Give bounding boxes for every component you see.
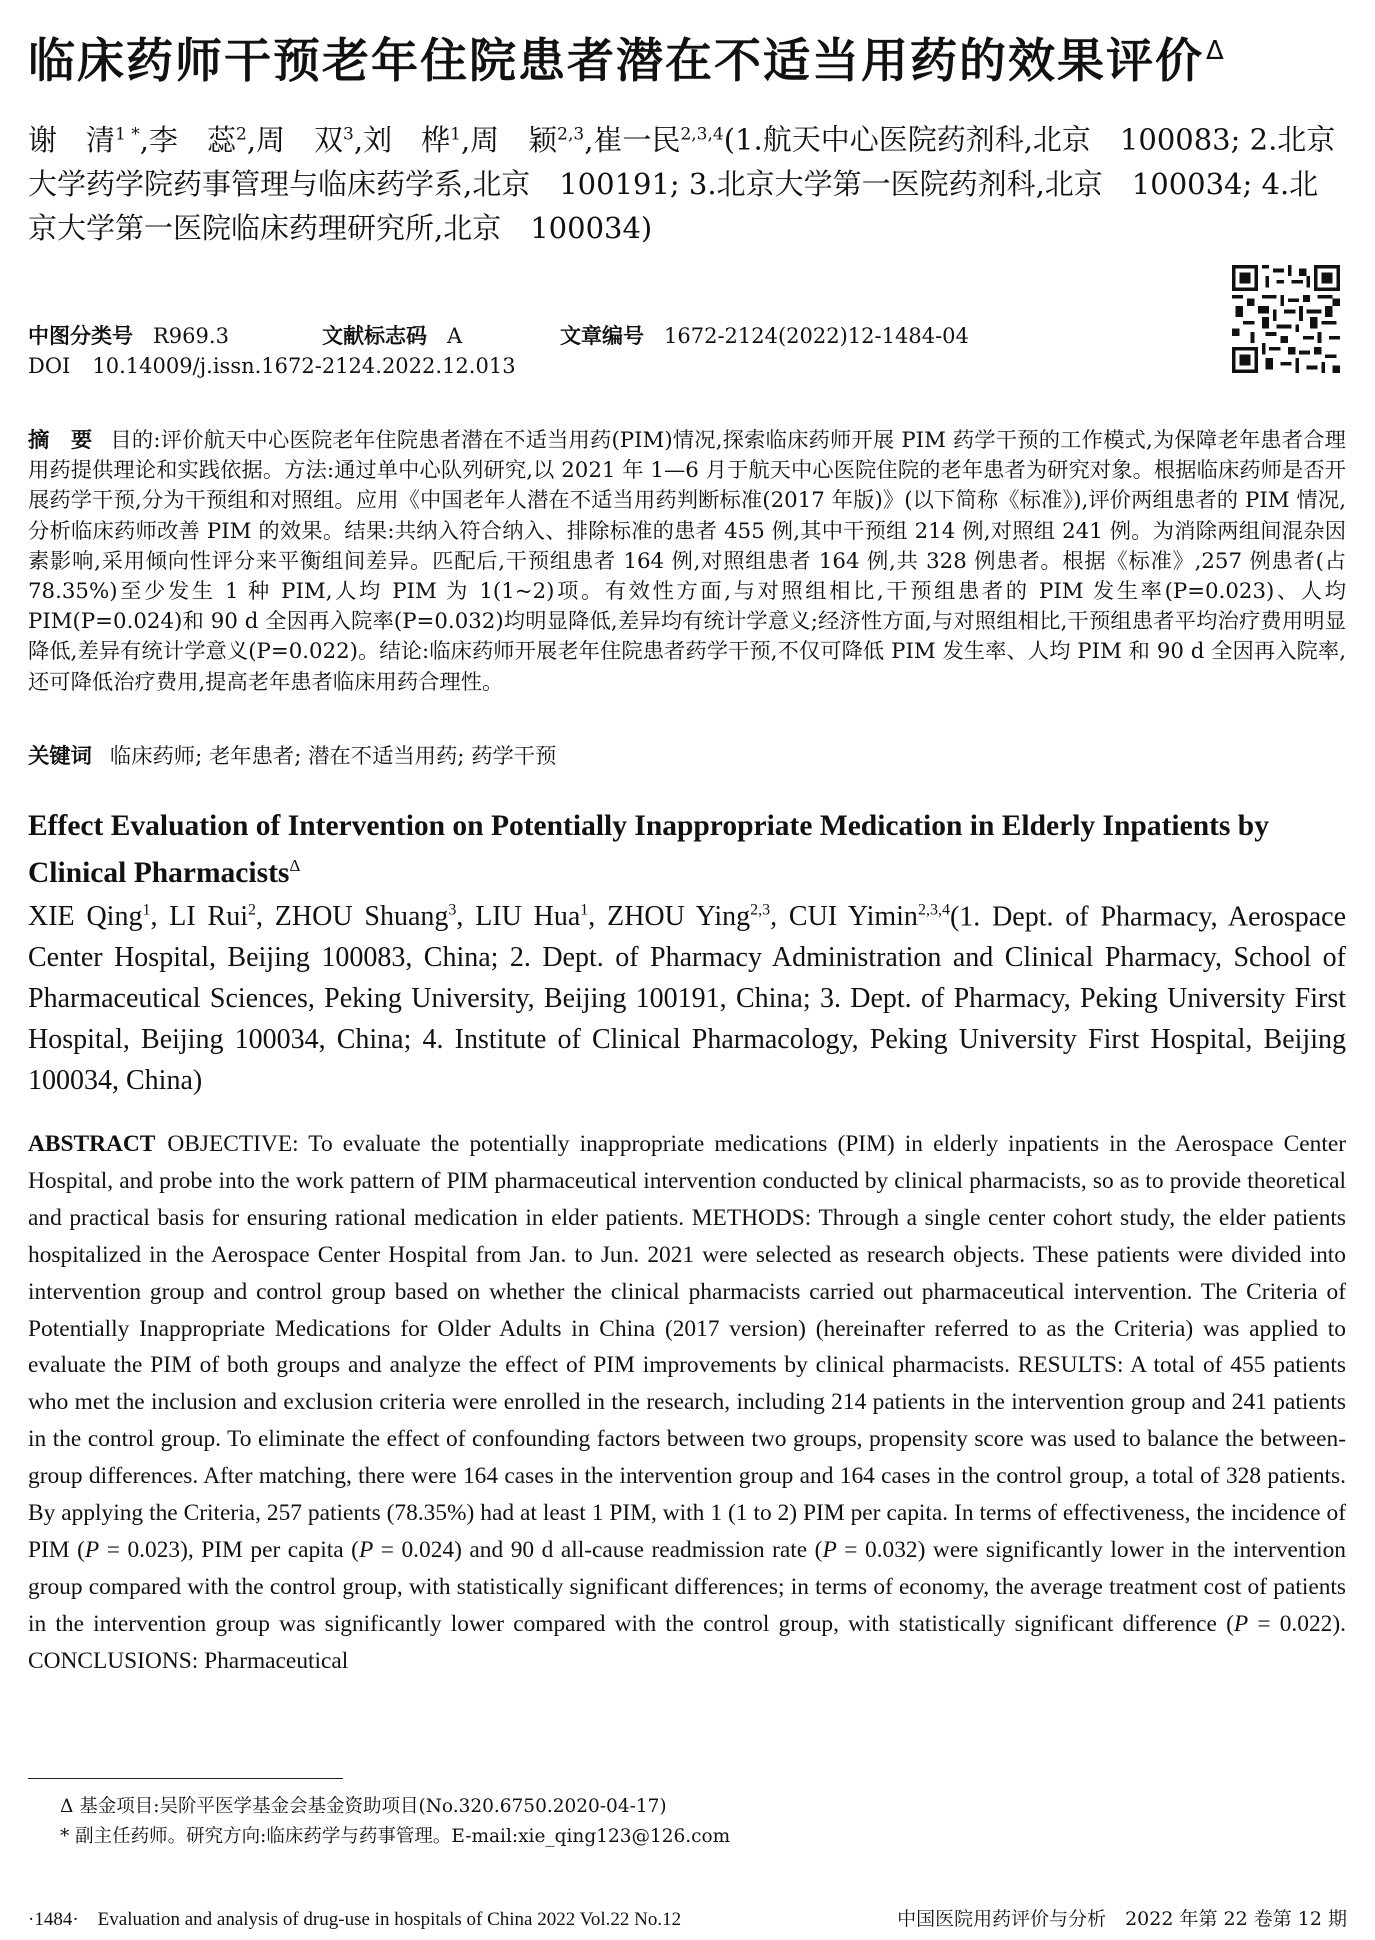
author-affiliation-mark: 1 *: [115, 124, 140, 144]
footnote-author-info: * 副主任药师。研究方向:临床药学与药事管理。E-mail:xie_qing123@126.com: [60, 1826, 731, 1847]
author-affiliation-mark: 2: [235, 124, 247, 144]
author-affiliation-mark: 2,3,4: [917, 902, 950, 919]
author-separator: ,: [353, 122, 364, 157]
cn-author-2: [149, 123, 256, 157]
doi: DOI 10.14009/j.issn.1672-2124.2022.12.013: [28, 354, 516, 378]
author-separator: ,: [246, 122, 257, 157]
author-name: 李 蕊: [148, 122, 236, 157]
author-affiliation-mark: 2,3,4: [680, 124, 724, 144]
en-author-4: [475, 901, 607, 932]
article-number: 文章编号 1672-2124(2022)12-1484-04: [560, 324, 969, 348]
author-separator: ,: [255, 901, 275, 933]
author-affiliation-mark: 2,3: [750, 902, 771, 919]
authors-and-affiliations-en: [28, 890, 1346, 1101]
author-name: LIU Hua: [475, 901, 581, 933]
affiliations-cn: (1.航天中心医院药剂科,北京 100083; 2.北京大学药学院药事管理与临床药学系,北京 100191; 3.北京大学第一医院药剂科,北京 100034; 4.北京大学第一医院临床药理研究所,北京 100034): [28, 122, 1336, 245]
author-separator: ,: [584, 122, 594, 157]
author-name: ZHOU Ying: [607, 901, 751, 933]
author-name: LI Rui: [169, 901, 248, 933]
author-separator: ,: [588, 901, 608, 933]
cn-author-1: [28, 123, 149, 157]
author-name: ZHOU Shuang: [274, 901, 449, 933]
author-separator: ,: [139, 122, 149, 157]
en-author-3: [275, 901, 475, 932]
abstract-cn: 摘 要 目的:评价航天中心医院老年住院患者潜在不适当用药(PIM)情况,探索临床药师开展 PIM 药学干预的工作模式,为保障老年患者合理用药提供理论和实践依据。方法:通过单中心队列研究,以 2021 年 1—6 月于航天中心医院住院的老年患者为研究对象。根据临床药师是否开展药学干预,分为干预组和对照组。应用《中国老年人潜在不适当用药判断标准(2017 年版)》(以下简称《标准》),评价两组患者的 PIM 情况,分析临床药师改善 PIM 的效果。结果:共纳入符合纳入、排除标准的患者 455 例,其中干预组 214 例,对照组 241 例。为消除两组间混杂因素影响,采用倾向性评分来平衡组间差异。匹配后,干预组患者 164 例,对照组患者 164 例,共 328 例患者。根据《标准》,257 例患者(占 78.35%)至少发生 1 种 PIM,人均 PIM 为 1(1~2)项。有效性方面,与对照组相比,干预组患者的 PIM 发生率(P=0.023)、人均 PIM(P=0.024)和 90 d 全因再入院率(P=0.032)均明显降低,差异均有统计学意义;经济性方面,与对照组相比,干预组患者平均治疗费用明显降低,差异有统计学意义(P=0.022)。结论:临床药师开展老年住院患者药学干预,不仅可降低 PIM 发生率、人均 PIM 和 90 d 全因再入院率,还可降低治疗费用,提高老年患者临床用药合理性。: [28, 428, 1346, 695]
author-name: 周 颖: [470, 122, 558, 157]
article-title-en: Effect Evaluation of Intervention on Potentially Inappropriate Medication in Elderly Inpatients by Clinical Pharmacists$^\Delta$: [28, 810, 1269, 889]
author-name: CUI Yimin: [788, 901, 918, 933]
authors-and-affiliations-cn: [28, 112, 1346, 250]
author-affiliation-mark: 1: [450, 124, 461, 144]
author-name: XIE Qing: [28, 901, 143, 933]
author-affiliation-mark: 3: [448, 902, 457, 919]
author-affiliation-mark: 1: [580, 902, 589, 919]
footnote-funding: Δ 基金项目:吴阶平医学基金会基金资助项目(No.320.6750.2020-04-17): [60, 1796, 667, 1817]
en-author-2: [169, 901, 275, 932]
page-footer-left: ·1484· Evaluation and analysis of drug-use in hospitals of China 2022 Vol.22 No.12: [28, 1909, 682, 1930]
author-separator: ,: [150, 901, 170, 933]
cn-author-4: [363, 123, 470, 157]
author-affiliation-mark: 2: [247, 902, 256, 919]
footnote-divider: [28, 1778, 343, 1779]
cn-author-5: [470, 123, 593, 157]
en-author-1: [28, 901, 169, 932]
author-name: 谢 清: [28, 122, 116, 157]
author-name: 刘 桦: [363, 122, 451, 157]
page-footer-right: 中国医院用药评价与分析 2022 年第 22 卷第 12 期: [897, 1908, 1347, 1930]
author-separator: ,: [460, 122, 471, 157]
author-name: 周 双: [256, 122, 344, 157]
keywords-cn: 关键词 临床药师; 老年患者; 潜在不适当用药; 药学干预: [28, 744, 557, 769]
clc-number: 中图分类号 R969.3: [28, 324, 229, 348]
author-separator: ,: [456, 901, 476, 933]
author-name: 崔一民: [593, 122, 681, 157]
affiliations-en: (1. Dept. of Pharmacy, Aerospace Center Hospital, Beijing 100083, China; 2. Dept. of Pharmacy Administration and Clinical Pharmacy, School of Pharmaceutical Sciences, Peking University, Beijing 100191, China; 3. Dept. of Pharmacy, Peking University First Hospital, Beijing 100034, China; 4. Institute of Clinical Pharmacology, Peking University First Hospital, Beijing 100034, China): [28, 901, 1347, 1097]
author-list-cn: [28, 123, 724, 157]
en-author-5: [607, 901, 789, 932]
qr-code: [1232, 265, 1340, 373]
author-separator: ,: [770, 901, 789, 933]
author-affiliation-mark: 2,3: [557, 124, 585, 144]
document-code: 文献标志码 A: [322, 324, 463, 348]
article-title-cn: 临床药师干预老年住院患者潜在不适当用药的效果评价$^\Delta$: [28, 34, 1226, 89]
en-author-6: [789, 901, 950, 932]
author-list-en: [28, 901, 950, 932]
author-affiliation-mark: 1: [142, 902, 151, 919]
author-affiliation-mark: 3: [343, 124, 354, 144]
cn-author-3: [256, 123, 363, 157]
cn-author-6: [593, 123, 723, 157]
abstract-en: ABSTRACT OBJECTIVE: To evaluate the potentially inappropriate medications (PIM) in elderly inpatients in the Aerospace Center Hospital, and probe into the work pattern of PIM pharmaceutical intervention conducted by clinical pharmacists, so as to provide theoretical and practical basis for ensuring rational medication in elder patients. METHODS: Through a single center cohort study, the elder patients hospitalized in the Aerospace Center Hospital from Jan. to Jun. 2021 were selected as research objects. These patients were divided into intervention group and control group based on whether the clinical pharmacists carried out pharmaceutical intervention. The Criteria of Potentially Inappropriate Medications for Older Adults in China (2017 version) (hereinafter referred to as the Criteria) was applied to evaluate the PIM of both groups and analyze the effect of PIM improvements by clinical pharmacists. RESULTS: A total of 455 patients who met the inclusion and exclusion criteria were enrolled in the research, including 214 patients in the intervention group and 241 patients in the control group. To eliminate the effect of confounding factors between two groups, propensity score was used to balance the between-group differences. After matching, there were 164 cases in the intervention group and 164 cases in the control group, a total of 328 patients. By applying the Criteria, 257 patients (78.35%) had at least 1 PIM, with 1 (1 to 2) PIM per capita. In terms of effectiveness, the incidence of PIM (P = 0.023), PIM per capita (P = 0.024) and 90 d all-cause readmission rate (P = 0.032) were significantly lower in the intervention group compared with the control group, with statistically significant differences; in terms of economy, the average treatment cost of patients in the intervention group was significantly lower compared with the control group, with statistically significant difference (P = 0.022). CONCLUSIONS: Pharmaceutical: [28, 1131, 1346, 1674]
